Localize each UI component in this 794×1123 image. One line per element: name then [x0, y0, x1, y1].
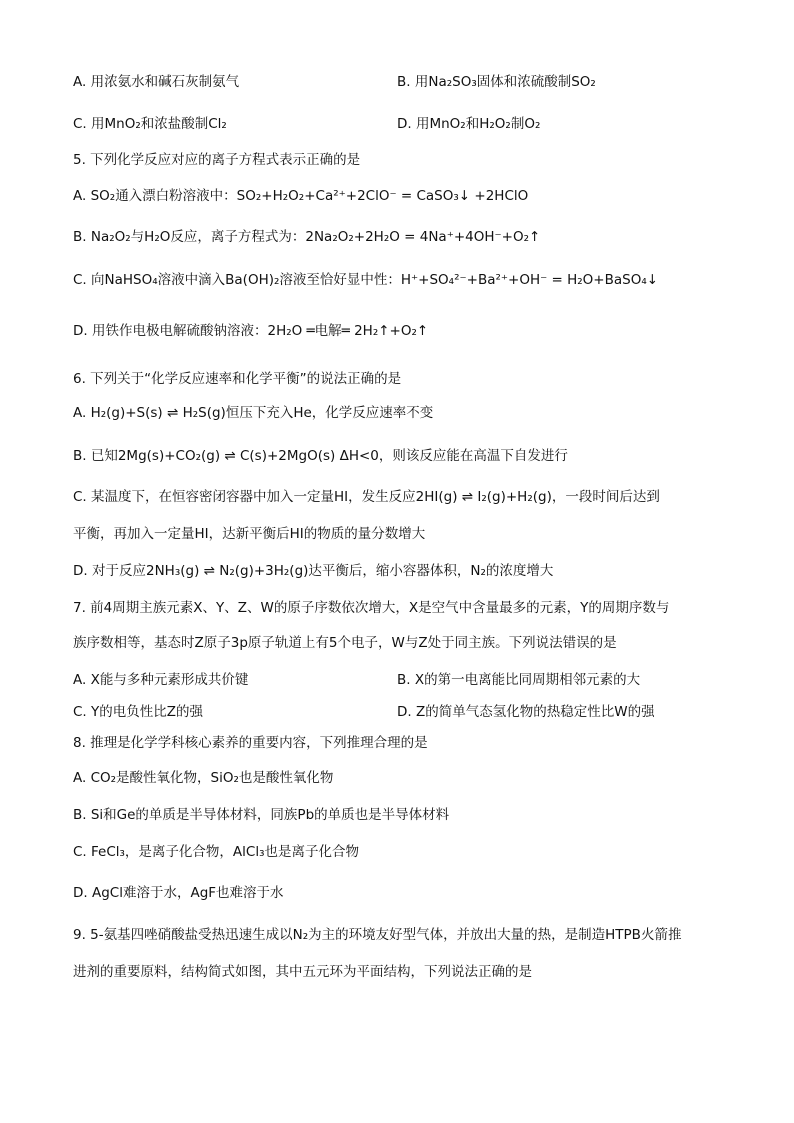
- q4-option-d: D. 用MnO₂和H₂O₂制O₂: [397, 116, 541, 132]
- q8-option-a: A. CO₂是酸性氧化物，SiO₂也是酸性氧化物: [73, 770, 334, 786]
- q8-option-c: C. FeCl₃，是离子化合物，AlCl₃也是离子化合物: [73, 844, 360, 860]
- q7-option-a: A. X能与多种元素形成共价键: [73, 672, 249, 688]
- q9-stem-cont: 进剂的重要原料，结构简式如图，其中五元环为平面结构，下列说法正确的是: [73, 964, 532, 980]
- q8-stem: 8. 推理是化学学科核心素养的重要内容，下列推理合理的是: [73, 735, 428, 751]
- q6-option-b: B. 已知2Mg(s)+CO₂(g) ⇌ C(s)+2MgO(s) ΔH<0，则该反应能在高温下自发进行: [73, 448, 568, 464]
- q4-option-c: C. 用MnO₂和浓盐酸制Cl₂: [73, 116, 227, 132]
- q6-option-c-cont: 平衡，再加入一定量HI，达新平衡后HI的物质的量分数增大: [73, 526, 426, 542]
- q5-option-c: C. 向NaHSO₄溶液中滴入Ba(OH)₂溶液至恰好显中性：H⁺+SO₄²⁻+Ba²⁺+OH⁻ = H₂O+BaSO₄↓: [73, 272, 659, 288]
- q6-option-d: D. 对于反应2NH₃(g) ⇌ N₂(g)+3H₂(g)达平衡后，缩小容器体积，N₂的浓度增大: [73, 563, 554, 579]
- q5-stem: 5. 下列化学反应对应的离子方程式表示正确的是: [73, 152, 361, 168]
- q7-option-d: D. Z的简单气态氢化物的热稳定性比W的强: [397, 704, 655, 720]
- q8-option-b: B. Si和Ge的单质是半导体材料，同族Pb的单质也是半导体材料: [73, 807, 450, 823]
- q6-option-a: A. H₂(g)+S(s) ⇌ H₂S(g)恒压下充入He，化学反应速率不变: [73, 405, 434, 421]
- q4-option-b: B. 用Na₂SO₃固体和浓硫酸制SO₂: [397, 74, 596, 90]
- q7-stem: 7. 前4周期主族元素X、Y、Z、W的原子序数依次增大，X是空气中含量最多的元素，Y的周期序数与: [73, 600, 670, 616]
- q5-option-b: B. Na₂O₂与H₂O反应，离子方程式为：2Na₂O₂+2H₂O = 4Na⁺+4OH⁻+O₂↑: [73, 229, 541, 245]
- q5-option-a: A. SO₂通入漂白粉溶液中：SO₂+H₂O₂+Ca²⁺+2ClO⁻ = CaSO₃↓ +2HClO: [73, 188, 529, 204]
- q8-option-d: D. AgCl难溶于水，AgF也难溶于水: [73, 885, 284, 901]
- q7-option-c: C. Y的电负性比Z的强: [73, 704, 204, 720]
- q5-option-d: D. 用铁作电极电解硫酸钠溶液：2H₂O ═电解═ 2H₂↑+O₂↑: [73, 323, 429, 339]
- q4-option-a: A. 用浓氨水和碱石灰制氨气: [73, 74, 240, 90]
- q6-option-c: C. 某温度下，在恒容密闭容器中加入一定量HI，发生反应2HI(g) ⇌ I₂(g)+H₂(g)，一段时间后达到: [73, 489, 660, 505]
- q9-stem: 9. 5-氨基四唑硝酸盐受热迅速生成以N₂为主的环境友好型气体，并放出大量的热，是制造HTPB火箭推: [73, 927, 682, 943]
- q7-stem-cont: 族序数相等，基态时Z原子3p原子轨道上有5个电子，W与Z处于同主族。下列说法错误的是: [73, 635, 617, 651]
- q7-option-b: B. X的第一电离能比同周期相邻元素的大: [397, 672, 641, 688]
- q6-stem: 6. 下列关于“化学反应速率和化学平衡”的说法正确的是: [73, 371, 402, 387]
